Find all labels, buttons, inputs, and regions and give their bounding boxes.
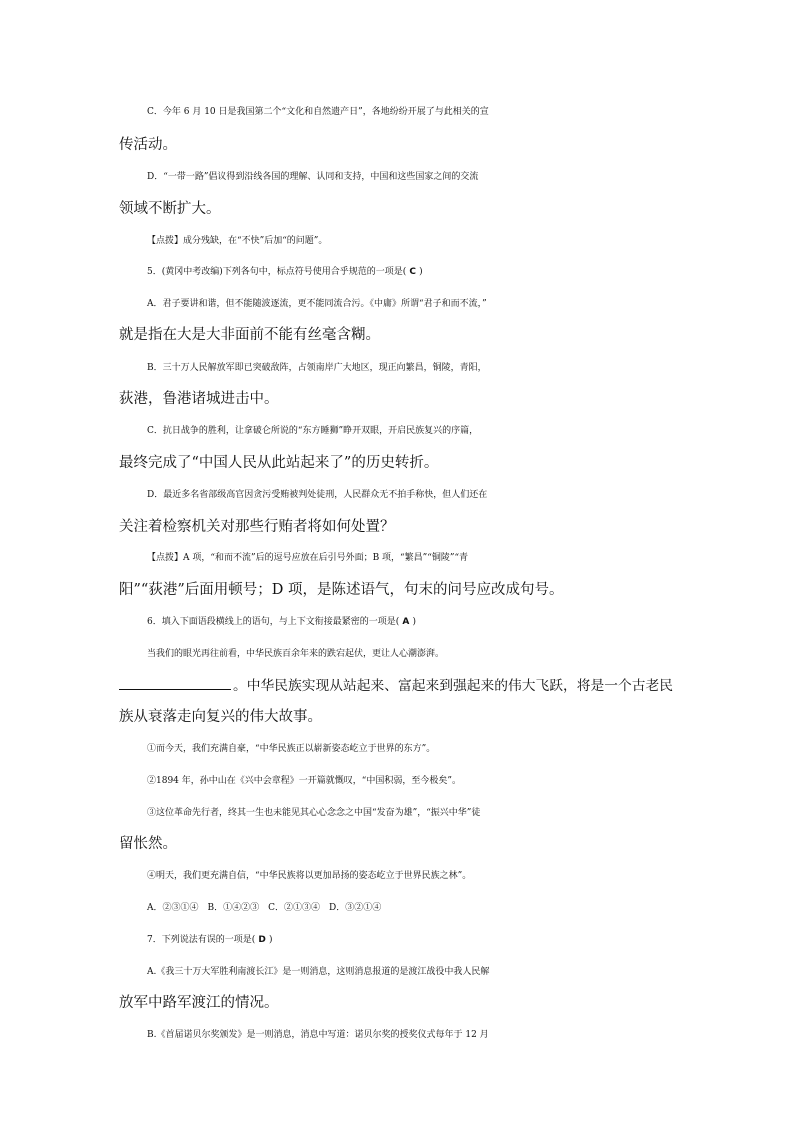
choice-3-line-1: ③这位革命先行者，终其一生也未能见其心心念念之中国“发奋为雄”，“振兴中华”徒 <box>147 808 481 818</box>
question-6-answer: A <box>399 617 413 627</box>
choice-1: ①而今天，我们充满自豪，“中华民族正以崭新姿态屹立于世界的东方”。 <box>147 744 436 754</box>
q5-option-c-line-2: 最终完成了“中国人民从此站起来了”的历史转折。 <box>119 455 439 471</box>
q5-hint-line-1: 【点拨】A 项，“和而不流”后的逗号应放在后引号外面；B 项，“繁昌”“铜陵”“青 <box>147 553 469 563</box>
option-d-line-2: 领域不断扩大。 <box>119 201 221 217</box>
question-6-text: 6．填入下面语段横线上的语句，与上下文衔接最紧密的一项是( <box>147 617 400 627</box>
fill-blank <box>119 675 231 690</box>
q5-option-b-line-1: B．三十万人民解放军即已突破敌阵，占领南岸广大地区，现正向繁昌，铜陵，青阳， <box>147 363 487 373</box>
question-5-close: ) <box>419 267 423 277</box>
q5-hint-line-2: 阳”“荻港”后面用顿号；D 项，是陈述语气，句末的问号应改成句号。 <box>119 582 564 598</box>
q5-option-b-line-2: 荻港，鲁港诸城进击中。 <box>119 391 279 407</box>
choice-4: ④明天，我们更充满自信，“中华民族将以更加昂扬的姿态屹立于世界民族之林”。 <box>147 871 472 881</box>
q5-option-c-line-1: C．抗日战争的胜利，让拿破仑所说的“东方睡狮”睁开双眼，开启民族复兴的序篇， <box>147 426 479 436</box>
passage-line-3: 族从衰落走向复兴的伟大故事。 <box>119 709 322 725</box>
option-d-line-1: D．“一带一路”倡议得到沿线各国的理解、认同和支持，中国和这些国家之间的交流 <box>147 172 479 182</box>
option-c-line-1: C．今年 6 月 10 日是我国第二个“文化和自然遗产日”，各地纷纷开展了与此相关的宣 <box>147 107 489 117</box>
question-6 <box>147 612 707 632</box>
q7-option-b-line-1: B.《首届诺贝尔奖颁发》是一则消息，消息中写道：诺贝尔奖的授奖仪式每年于 12 月 <box>147 1030 489 1040</box>
question-7-close: ) <box>269 935 273 945</box>
q5-option-d-line-1: D．最近多名省部级高官因贪污受贿被判处徒刑，人民群众无不拍手称快，但人们还在 <box>147 490 488 500</box>
question-6-close: ) <box>412 617 416 627</box>
q6-options: A．②③①④ B．①④②③ C．②①③④ D．③②①④ <box>147 903 382 913</box>
option-c-line-2: 传活动。 <box>119 137 177 153</box>
hint-line: 【点拨】成分残缺，在“不快”后加“的问题”。 <box>147 236 328 246</box>
passage-line-1: 当我们的眼光再往前看，中华民族百余年来的跌宕起伏，更让人心潮澎湃。 <box>147 649 445 659</box>
passage-line-2 <box>119 675 679 696</box>
q5-option-a-line-2: 就是指在大是大非面前不能有丝毫含糊。 <box>119 327 380 343</box>
q5-option-a-line-1: A．君子要讲和谐，但不能随波逐流，更不能同流合污。《中庸》所谓“君子和而不流，” <box>147 299 487 309</box>
q7-option-a-line-2: 放军中路军渡江的情况。 <box>119 995 279 1011</box>
q5-option-d-line-2: 关注着检察机关对那些行贿者将如何处置？ <box>119 519 395 535</box>
question-5-text: 5．(黄冈中考改编)下列各句中，标点符号使用合乎规范的一项是( <box>147 267 407 277</box>
passage-line-2-text: 。中华民族实现从站起来、富起来到强起来的伟大飞跃，将是一个古老民 <box>233 678 674 694</box>
question-5-answer: C <box>406 267 420 277</box>
choice-2: ②1894 年，孙中山在《兴中会章程》一开篇就慨叹，“中国积弱，至今极矣”。 <box>147 776 461 786</box>
question-7-text: 7．下列说法有误的一项是( <box>147 935 256 945</box>
question-5 <box>147 262 707 282</box>
choice-3-line-2: 留怅然。 <box>119 836 177 852</box>
q7-option-a-line-1: A.《我三十万大军胜利南渡长江》是一则消息，这则消息报道的是渡江战役中我人民解 <box>147 967 490 977</box>
question-7 <box>147 930 707 950</box>
question-7-answer: D <box>255 935 269 945</box>
